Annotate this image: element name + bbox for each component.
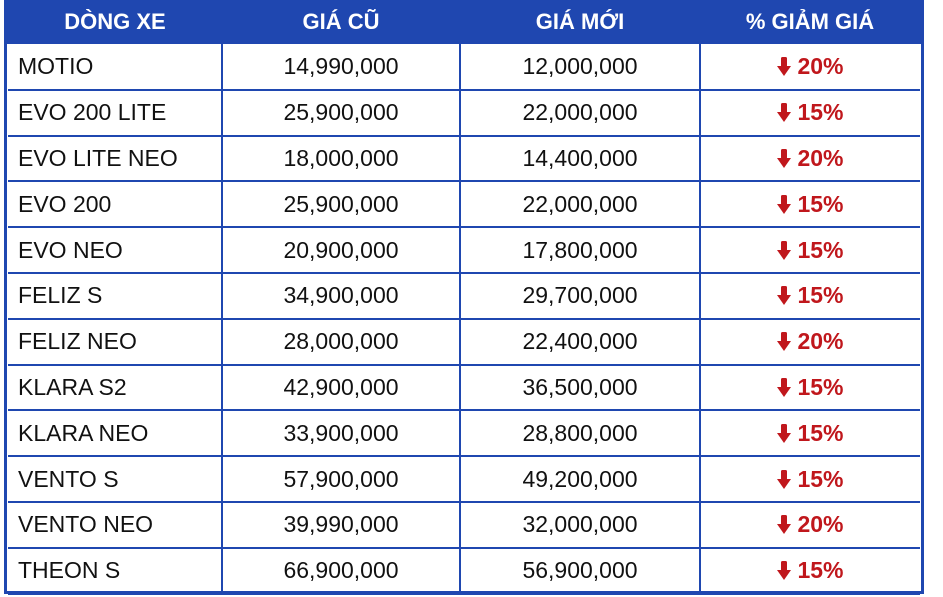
arrow-down-icon xyxy=(777,332,791,351)
table-row xyxy=(8,410,920,456)
discount-value: 15% xyxy=(797,282,844,309)
arrow-down-icon xyxy=(777,470,791,489)
cell-model: KLARA S2 xyxy=(8,365,222,411)
cell-discount xyxy=(700,410,920,456)
cell-model: EVO 200 xyxy=(8,181,222,227)
cell-old-price: 25,900,000 xyxy=(222,90,460,136)
cell-model: KLARA NEO xyxy=(8,410,222,456)
discount-value: 20% xyxy=(797,144,844,171)
discount-value: 15% xyxy=(797,236,844,263)
cell-old-price: 18,000,000 xyxy=(222,136,460,182)
arrow-down-icon xyxy=(777,195,791,214)
cell-new-price: 12,000,000 xyxy=(460,44,700,90)
cell-model: VENTO NEO xyxy=(8,502,222,548)
table-row xyxy=(8,365,920,411)
table-row xyxy=(8,44,920,90)
cell-model: EVO 200 LITE xyxy=(8,90,222,136)
cell-discount xyxy=(700,273,920,319)
header-model: DÒNG XE xyxy=(8,0,222,44)
cell-new-price: 56,900,000 xyxy=(460,548,700,594)
cell-old-price: 42,900,000 xyxy=(222,365,460,411)
arrow-down-icon xyxy=(777,149,791,168)
arrow-down-icon xyxy=(777,103,791,122)
cell-discount xyxy=(700,227,920,273)
cell-old-price: 14,990,000 xyxy=(222,44,460,90)
cell-new-price: 17,800,000 xyxy=(460,227,700,273)
arrow-down-icon xyxy=(777,515,791,534)
table-row xyxy=(8,456,920,502)
discount-value: 15% xyxy=(797,465,844,492)
cell-new-price: 22,000,000 xyxy=(460,181,700,227)
table-row xyxy=(8,227,920,273)
discount-value: 20% xyxy=(797,328,844,355)
discount-value: 20% xyxy=(797,52,844,79)
cell-discount xyxy=(700,502,920,548)
discount-value: 20% xyxy=(797,511,844,538)
cell-old-price: 33,900,000 xyxy=(222,410,460,456)
discount-value: 15% xyxy=(797,419,844,446)
cell-discount xyxy=(700,548,920,594)
cell-old-price: 39,990,000 xyxy=(222,502,460,548)
cell-old-price: 20,900,000 xyxy=(222,227,460,273)
arrow-down-icon xyxy=(777,424,791,443)
header-discount: % GIẢM GIÁ xyxy=(700,0,920,44)
table-body xyxy=(8,44,920,594)
cell-model: VENTO S xyxy=(8,456,222,502)
cell-new-price: 36,500,000 xyxy=(460,365,700,411)
arrow-down-icon xyxy=(777,286,791,305)
price-table xyxy=(7,0,921,595)
table-row xyxy=(8,548,920,594)
table-row xyxy=(8,136,920,182)
header-old-price: GIÁ CŨ xyxy=(222,0,460,44)
discount-value: 15% xyxy=(797,373,844,400)
table-row xyxy=(8,90,920,136)
arrow-down-icon xyxy=(777,561,791,580)
cell-model: EVO LITE NEO xyxy=(8,136,222,182)
table-row xyxy=(8,181,920,227)
arrow-down-icon xyxy=(777,378,791,397)
cell-new-price: 29,700,000 xyxy=(460,273,700,319)
cell-discount xyxy=(700,456,920,502)
cell-discount xyxy=(700,319,920,365)
cell-new-price: 22,400,000 xyxy=(460,319,700,365)
cell-discount xyxy=(700,136,920,182)
cell-new-price: 32,000,000 xyxy=(460,502,700,548)
table-row xyxy=(8,319,920,365)
cell-new-price: 28,800,000 xyxy=(460,410,700,456)
table-row xyxy=(8,502,920,548)
cell-new-price: 49,200,000 xyxy=(460,456,700,502)
cell-new-price: 14,400,000 xyxy=(460,136,700,182)
header-new-price: GIÁ MỚI xyxy=(460,0,700,44)
cell-old-price: 34,900,000 xyxy=(222,273,460,319)
discount-value: 15% xyxy=(797,99,844,126)
discount-value: 15% xyxy=(797,190,844,217)
cell-model: MOTIO xyxy=(8,44,222,90)
cell-old-price: 28,000,000 xyxy=(222,319,460,365)
cell-model: EVO NEO xyxy=(8,227,222,273)
discount-value: 15% xyxy=(797,557,844,584)
arrow-down-icon xyxy=(777,241,791,260)
table-header xyxy=(8,0,920,44)
cell-discount xyxy=(700,365,920,411)
cell-new-price: 22,000,000 xyxy=(460,90,700,136)
cell-model: FELIZ S xyxy=(8,273,222,319)
cell-model: FELIZ NEO xyxy=(8,319,222,365)
cell-discount xyxy=(700,44,920,90)
table-row xyxy=(8,273,920,319)
cell-model: THEON S xyxy=(8,548,222,594)
price-table-frame xyxy=(4,0,924,594)
cell-discount xyxy=(700,90,920,136)
cell-old-price: 57,900,000 xyxy=(222,456,460,502)
header-row xyxy=(8,0,920,44)
cell-old-price: 66,900,000 xyxy=(222,548,460,594)
cell-discount xyxy=(700,181,920,227)
arrow-down-icon xyxy=(777,57,791,76)
cell-old-price: 25,900,000 xyxy=(222,181,460,227)
